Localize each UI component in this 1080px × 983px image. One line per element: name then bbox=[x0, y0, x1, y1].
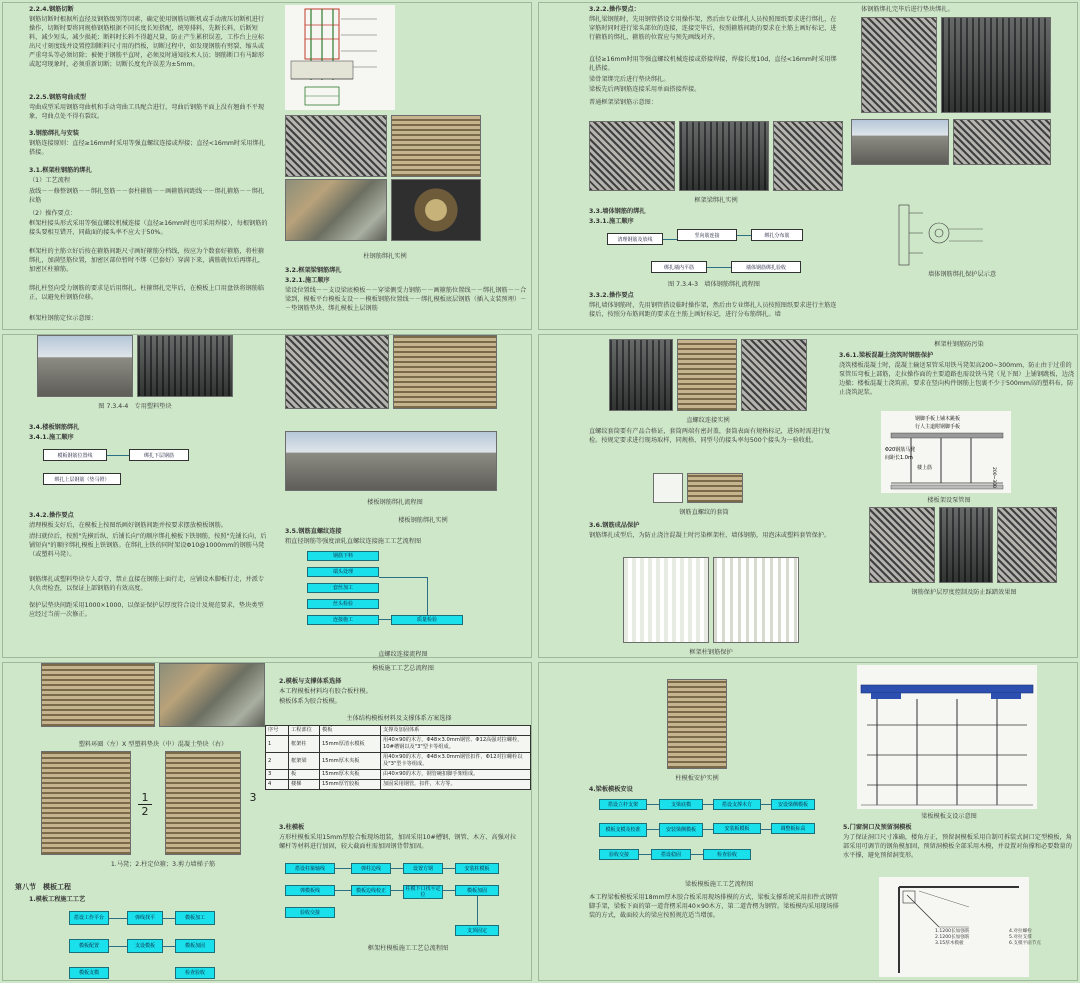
beam-rebar-photo bbox=[773, 121, 843, 191]
wall-rebar-photo bbox=[851, 119, 949, 165]
paragraph: 绑扎梁钢筋时，先用钢管搭设专用操作架，然后由专业绑扎人员按照图纸要求进行绑扎，在穿筋时同时进行梁头部位的连接，连接完毕后，按照箍筋间距的要求在主筋上画好标记，进行箍筋的绑扎，箍筋的位置应与预先画线对齐。 bbox=[589, 16, 837, 41]
table-cell: 4 bbox=[266, 780, 289, 790]
doc-page-2 bbox=[538, 2, 1078, 330]
doc-page-3 bbox=[2, 334, 532, 658]
table-row bbox=[266, 736, 531, 753]
caption: 墙体钢筋绑扎保护层示意 bbox=[927, 271, 997, 278]
flow-step: 调整板标高 bbox=[771, 823, 815, 834]
paragraph: 浇筑楼板混凝土时，混凝土输送泵管采用铁马凳架高200~300mm，防止由于过重的泵管压弯板上部筋，走拉操作面的主要道路也需设铁马凳（见下图）上铺钢跳板，边浇边撤；楼板混凝土浇筑前，要求在竖向构件钢筋上包裹不少于500mm高的塑料布，防止浇筑泥浆。 bbox=[839, 362, 1075, 396]
beam-rebar-photo bbox=[679, 121, 769, 191]
section-heading: 2.2.4.钢筋切断 bbox=[29, 6, 74, 13]
slab-rebar-photo bbox=[393, 335, 497, 409]
table-cell: 15mm厚木夹板 bbox=[320, 770, 381, 780]
flow-arrow bbox=[109, 946, 127, 947]
section-heading: 3.6.钢筋成品保护 bbox=[589, 522, 640, 529]
paragraph: 直螺纹套筒要有产品合格证，套筒两端有密封盖，套筒表面有规格标记，进场时需进行复检。按规定要求进行现场取样，同规格、同型号的接头率每500个接头为一验收批。 bbox=[589, 428, 831, 444]
table-cell: 框架柱 bbox=[289, 736, 320, 753]
caption: 梁板模板支设示意图 bbox=[921, 813, 977, 820]
paragraph: 梁设位置线－－支设梁底模板－－穿梁侧受力钢筋－－画箍筋位置线－－绑扎钢筋－－合梁到，模板平台模板支设－－模板钢筋位置线－－绑扎模板底层钢筋（插入支装预埋）－－垫钢筋垫块、绑扎模板上层钢筋 bbox=[285, 287, 527, 312]
flow-step: 支顶固定 bbox=[455, 925, 499, 936]
flow-arrow bbox=[663, 239, 677, 240]
table-row bbox=[266, 753, 531, 770]
caption: 直螺纹连接流程图 bbox=[378, 651, 428, 658]
caption: 楼板钢筋绑扎实例 bbox=[398, 517, 448, 524]
flow-step: 弹线找平 bbox=[127, 911, 163, 925]
pad-photo bbox=[41, 663, 155, 727]
flow-step: 质量检验 bbox=[391, 615, 463, 625]
column-cage-photo bbox=[285, 115, 387, 177]
table-cell: 用40×90的木方，Φ48×3.0mm钢管、Φ12高强对拉螺栓，10#槽钢以及"3"型卡等组成。 bbox=[381, 736, 531, 753]
column-cage-photo bbox=[391, 115, 481, 177]
paragraph: 为了保证洞口尺寸准确，楼角方正，预留洞模板采用自制可拆装式洞口定型模板，角部采用可调节的钢角模加固，预留洞模板全部采用木模，并设置对角撑和必要数量的水平撑，避免预留洞变形。 bbox=[843, 834, 1072, 859]
paragraph: 梁板先后两钢筋连接采用单面搭接焊接。 bbox=[589, 86, 701, 93]
stool-photo bbox=[41, 751, 131, 855]
subheading: （1）工艺流程 bbox=[29, 177, 71, 184]
column-cage-photo bbox=[285, 179, 387, 241]
plastic-pad-photo bbox=[37, 335, 133, 397]
flow-step: 模板钢筋位置线 bbox=[43, 449, 107, 461]
doc-page-4 bbox=[538, 334, 1078, 658]
flow-arrow bbox=[647, 804, 659, 805]
flow-arrow bbox=[703, 829, 713, 830]
table-cell: 由40×90的木方，钢管碗扣脚手架组成。 bbox=[381, 770, 531, 780]
formwork-material-table bbox=[265, 725, 531, 790]
paragraph: 钢筋绑扎或塑料垫块专人看守，禁止直接在钢筋上面行走，应铺设木脚板行走，并派专人负责检查，以保证上部钢筋的有效高度。 bbox=[29, 576, 265, 592]
plastic-pad-photo bbox=[137, 335, 233, 397]
doc-page-6 bbox=[538, 662, 1078, 981]
section-heading: 3.钢筋绑扎与安装 bbox=[29, 130, 79, 137]
flow-arrow bbox=[335, 868, 351, 869]
pad-photo bbox=[159, 663, 265, 727]
column-cage-photo bbox=[391, 179, 481, 241]
section-heading: 3.柱模板 bbox=[279, 824, 305, 831]
flow-step: 连接施工 bbox=[307, 615, 379, 625]
table-cell: 15mm厚竹胶板 bbox=[320, 780, 381, 790]
flow-step: 模板加固 bbox=[455, 885, 499, 896]
section-heading: 3.3.1.施工顺序 bbox=[589, 218, 634, 225]
flow-step: 套丝加工 bbox=[307, 583, 379, 593]
flow-step: 弹模板线 bbox=[285, 885, 335, 896]
slab-rebar-photo bbox=[285, 431, 497, 491]
flow-step: 绑扎分布筋 bbox=[751, 229, 803, 241]
doc-page-1 bbox=[2, 2, 532, 330]
paragraph: 体钢筋绑扎完毕后进行垫块绑扎。 bbox=[861, 6, 954, 13]
flow-step: 弹柱边线 bbox=[351, 863, 391, 874]
caption: 钢筋保护层厚度控制及防止踩踏效果图 bbox=[911, 589, 1017, 596]
flow-arrow bbox=[335, 890, 351, 891]
caption: 框架梁绑扎实例 bbox=[694, 197, 738, 204]
flow-step: 模板支模 bbox=[69, 967, 109, 979]
paragraph: 放线－－修整钢筋－－绑扎竖筋－－套柱箍筋－－画箍筋间距线－－绑扎箍筋－－绑扎拉筋 bbox=[29, 188, 265, 204]
caption: 柱模板安护实例 bbox=[675, 775, 719, 782]
flow-step: 绑扎上层钢筋（垫马镫） bbox=[43, 473, 121, 485]
column-detail-drawing bbox=[285, 5, 395, 110]
thread-connection-photo bbox=[677, 339, 737, 411]
flow-step: 支梁底模 bbox=[659, 799, 703, 810]
section-heading: 3.3.墙体钢筋的绑扎 bbox=[589, 208, 646, 215]
caption: 主体结构模板材料及支撑体系方案选择 bbox=[346, 715, 452, 722]
table-header-cell: 序号 bbox=[266, 726, 289, 736]
paragraph: 框架柱接头形式采用等强直螺纹机械连接（直径≥16mm时也可采用焊接），每根钢筋的接头要相互错开，同截面的接头率不应大于50%。 bbox=[29, 220, 268, 236]
flow-step: 搭设工作平台 bbox=[69, 911, 109, 925]
caption: 1.马凳；2.柱定位箍；3.剪力墙梯子筋 bbox=[110, 861, 216, 868]
figure-index-1: 1 bbox=[141, 791, 149, 804]
paragraph: 粗直径钢筋等强度滚轧直螺纹连接施工工艺流程图 bbox=[285, 538, 422, 545]
cover-sleeve-photo bbox=[623, 557, 709, 643]
table-header-cell: 支撑及加固体系 bbox=[381, 726, 531, 736]
caption: 楼板钢筋绑扎流程图 bbox=[367, 499, 423, 506]
paragraph: 梁骨架绑完后进行垫块绑扎。 bbox=[589, 76, 670, 83]
flow-arrow bbox=[107, 455, 129, 456]
caption: 楼板架设泵管图 bbox=[927, 497, 971, 504]
caption: 钢筋直螺纹的套筒 bbox=[679, 509, 729, 516]
flow-step: 安装柱模板 bbox=[455, 863, 499, 874]
table-header-row bbox=[266, 726, 531, 736]
caption: 梁板模板施工工艺流程图 bbox=[684, 881, 754, 888]
section-heading: 3.2.1.施工顺序 bbox=[285, 277, 330, 284]
table-row bbox=[266, 770, 531, 780]
table-cell: 2 bbox=[266, 753, 289, 770]
flow-step: 清理钢筋及放线 bbox=[607, 233, 663, 245]
flow-step: 丝头检验 bbox=[307, 599, 379, 609]
flow-step: 模板加工 bbox=[175, 911, 215, 925]
column-formwork-photo bbox=[667, 679, 727, 769]
flow-arrow bbox=[639, 854, 651, 855]
paragraph: 绑扎柱竖向受力钢筋的要求是后用绑扎，柱箍绑扎完毕后，在模板上口用盘铁将钢筋临正，以避免柱钢筋位移。 bbox=[29, 285, 265, 301]
flow-arrow bbox=[391, 868, 403, 869]
section-heading: 2.2.5.钢筋弯曲成型 bbox=[29, 94, 87, 101]
paragraph: 钢筋连接原则：直径≥16mm时采用等强直螺纹连接或焊接；直径<16mm时采用绑扎搭接。 bbox=[29, 140, 265, 156]
caption: 框架柱钢筋保护 bbox=[689, 649, 733, 656]
flow-arrow bbox=[761, 829, 771, 830]
table-header-cell: 模板 bbox=[320, 726, 381, 736]
flow-step: 验收交接 bbox=[285, 907, 335, 918]
protect-photo bbox=[997, 507, 1057, 583]
paragraph: 方形柱模板采用15mm厚胶合板现场组装，加固采用10#槽钢、钢管、木方、高强对拉螺杆等材料进行加固，较大截面柱需加固钢背带加固。 bbox=[279, 834, 517, 850]
caption: 直螺纹连接实例 bbox=[686, 417, 730, 424]
section-heading: 3.4.2.操作要点 bbox=[29, 512, 74, 519]
table-cell: 15mm厚木夹板 bbox=[320, 753, 381, 770]
flow-arrow bbox=[379, 619, 391, 620]
flow-step: 墙体钢筋绑扎验收 bbox=[731, 261, 801, 273]
flow-step: 安装梁侧模板 bbox=[659, 823, 703, 837]
paragraph: 本工程模板材料均有胶合板柱模。 bbox=[279, 688, 372, 695]
paragraph: 本工程梁板模板采用18mm厚木胶合板采用现场排模的方式，梁板支撑系统采用扣件式钢管脚手架，梁板下面的第一道背楞采用40×90木方，第二道背楞为钢管。梁板模均采用现场排装的方式，截面较大的梁应按照规范适当增加。 bbox=[589, 894, 839, 919]
flow-arrow bbox=[163, 918, 175, 919]
thread-connection-photo bbox=[741, 339, 807, 411]
paragraph: 保护层垫块间距采用1000×1000，以保证保护层厚度符合设计及规范要求，垫块类型应经过当前一次修正。 bbox=[29, 602, 264, 618]
table-cell: 1 bbox=[266, 736, 289, 753]
table-cell: 15mm厚清水模板 bbox=[320, 736, 381, 753]
legend-item: 1.1200长加强筋 bbox=[935, 929, 970, 934]
thread-connection-photo bbox=[609, 339, 673, 411]
slab-rebar-photo bbox=[285, 335, 389, 409]
cover-sleeve-photo bbox=[713, 557, 799, 643]
table-cell: 加固采用钢管，扣件，木方等。 bbox=[381, 780, 531, 790]
protect-photo bbox=[939, 507, 993, 583]
fig-dim: 200~300 bbox=[991, 467, 996, 488]
flow-step: 模板支模及校准 bbox=[599, 823, 647, 837]
section-heading: 5.门窗洞口及预留洞模板 bbox=[843, 824, 912, 831]
fig-label: 钢脚手板上铺木跳板 bbox=[915, 416, 961, 422]
flow-arrow bbox=[427, 577, 428, 615]
fig-label: Φ20钢筋马凳 bbox=[885, 447, 916, 453]
wall-rebar-photo bbox=[941, 17, 1051, 113]
caption: 框架柱钢筋定位示意图： bbox=[29, 315, 98, 322]
flow-arrow bbox=[477, 896, 478, 925]
section-heading: 1.模板工程施工工艺 bbox=[29, 896, 86, 903]
flow-arrow bbox=[163, 946, 175, 947]
opening-formwork-drawing bbox=[879, 877, 1029, 977]
table-row bbox=[266, 780, 531, 790]
subheading: （2）操作要点： bbox=[29, 210, 77, 217]
flow-step: 安装板模板 bbox=[713, 823, 761, 834]
flow-step: 安设梁侧模板 bbox=[771, 799, 815, 810]
paragraph: 钢筋绑扎成型后，为防止浇注混凝土时污染框架柱、墙体钢筋，用泡沫或塑料套管保护。 bbox=[589, 532, 831, 539]
flow-step: 端头处理 bbox=[307, 567, 379, 577]
figure-index-2: 2 bbox=[141, 805, 149, 818]
flow-step: 搭设立杆支架 bbox=[599, 799, 647, 810]
section-heading: 3.2.框架梁钢筋绑扎 bbox=[285, 267, 342, 274]
flow-step: 柱模下口找平定位 bbox=[403, 885, 443, 899]
figure-index bbox=[135, 791, 155, 818]
section-heading: 3.2.2.操作要点： bbox=[589, 6, 640, 13]
flow-step: 支设模板 bbox=[127, 939, 163, 953]
paragraph: 直径≥16mm时用等强直螺纹机械连接或搭接焊接，焊接长度10d，直径<16mm时采用绑扎搭接。 bbox=[589, 56, 837, 72]
flow-arrow bbox=[443, 868, 455, 869]
section-heading: 3.5.钢筋直螺纹连接 bbox=[285, 528, 342, 535]
flow-step: 钢筋下料 bbox=[307, 551, 379, 561]
doc-page-5 bbox=[2, 662, 532, 981]
fig-label: 间距长1.0m bbox=[885, 455, 913, 461]
flow-step: 搭设稳固 bbox=[651, 849, 691, 860]
fig-label: 楼上筋 bbox=[917, 465, 933, 471]
flow-step: 检查验收 bbox=[175, 967, 215, 979]
flow-arrow bbox=[703, 804, 713, 805]
flow-step: 模板边线校正 bbox=[351, 885, 391, 896]
table-cell: 楼梯 bbox=[289, 780, 320, 790]
paragraph: 框架柱的主筋立好后按在箍筋间距尺寸画好箍筋分档线，按应为个数套好箍筋，将柱箍绑扎，加满竖筋位置，加密区部位暂时不绑（已套好）穿满下来，满筋就位后再绑扎，加密区柱箍筋。 bbox=[29, 248, 265, 273]
flow-arrow bbox=[761, 804, 771, 805]
caption: 框架柱钢筋防污染 bbox=[934, 341, 984, 348]
legend-item: 2.1200长加强筋 bbox=[935, 935, 970, 940]
beam-rebar-photo bbox=[589, 121, 675, 191]
pump-pipe-support-drawing bbox=[881, 411, 1011, 493]
stool-photo bbox=[165, 751, 241, 855]
caption: 图 7.3.4-3 墙体钢筋绑扎流程图 bbox=[668, 281, 760, 288]
caption: 模板施工工艺总流程图 bbox=[372, 665, 434, 672]
caption: 框架柱模板施工工艺总流程图 bbox=[367, 945, 449, 952]
caption: 塑料环圈（左）X 型塑料垫块（中）混凝土垫块（右） bbox=[78, 741, 228, 748]
flow-arrow bbox=[647, 829, 659, 830]
beam-formwork-drawing bbox=[857, 665, 1037, 809]
chapter-heading: 第八节 模板工程 bbox=[15, 883, 71, 891]
flow-step: 绑扎墙内平筋 bbox=[651, 261, 707, 273]
section-heading: 3.1.框架柱钢筋的绑扎 bbox=[29, 167, 92, 174]
table-header-cell: 工程部位 bbox=[289, 726, 320, 736]
section-heading: 3.4.楼板钢筋绑扎 bbox=[29, 424, 80, 431]
protect-photo bbox=[869, 507, 935, 583]
section-heading: 3.4.1.施工顺序 bbox=[29, 434, 74, 441]
flow-arrow bbox=[737, 235, 751, 236]
table-cell: 框架梁 bbox=[289, 753, 320, 770]
flow-arrow bbox=[391, 890, 403, 891]
wall-cover-detail bbox=[883, 203, 993, 273]
flow-arrow bbox=[691, 854, 703, 855]
caption: 柱钢筋绑扎实例 bbox=[363, 253, 407, 260]
section-heading: 3.6.1.梁板混凝土浇筑时钢筋保护 bbox=[839, 352, 934, 359]
sleeve-photo bbox=[653, 473, 683, 503]
flow-step: 竖向筋连接 bbox=[677, 229, 737, 241]
section-heading: 2.模板与支撑体系选择 bbox=[279, 678, 342, 685]
flow-arrow bbox=[443, 890, 455, 891]
flow-arrow bbox=[379, 577, 427, 578]
paragraph: 清理模板支好后，在模板上按图纸画好钢筋间距并按要求摆放模板钢筋。 bbox=[29, 522, 227, 529]
table-cell: 用40×90的木方，Φ48×3.0mm钢管扣件，Φ12对拉螺栓以及"3"型卡等组成。 bbox=[381, 753, 531, 770]
flow-step: 设置方钢 bbox=[403, 863, 443, 874]
caption: 图 7.3.4-4 专用塑料垫块 bbox=[98, 403, 172, 410]
section-heading: 3.3.2.操作要点 bbox=[589, 292, 634, 299]
sleeve-photo bbox=[687, 473, 743, 503]
flow-step: 检查验收 bbox=[703, 849, 751, 860]
wall-rebar-photo bbox=[953, 119, 1051, 165]
legend-item: 5.对拉支撑 bbox=[1009, 935, 1032, 940]
flow-step: 验收交接 bbox=[599, 849, 639, 860]
paragraph: 清扫就位后，按照"先横后纵，后铺长向"的顺序绑扎模板下铁钢筋，按照"先铺长向，后铺短向"的顺序绑扎模板上铁钢筋。在绑扎上铁的同时架设Φ10@1000mm的钢筋马凳（或塑料马凳）。 bbox=[29, 533, 267, 558]
flow-arrow bbox=[109, 918, 127, 919]
wall-rebar-photo bbox=[861, 17, 937, 113]
flow-step: 模板配置 bbox=[69, 939, 109, 953]
paragraph: 钢筋切断时根据所直径及钢筋级别等因素，确定使用钢筋切断机或手动液压切断机进行操作，切断时要将同规格钢筋根据不同长度长短搭配，统筹排料，先断长料，后断短料，减少短头，减少损耗；断料时长料不得超尺量，防止产生累积误差，工作台上应标出尺寸刻度线并设置控制断料尺寸用的挡板，切断过程中，如发现钢筋有劈裂、缩头或严重弯头等必须切除；被便于钢筋平直时，必须及时通知技术人员；钢筋断口有马蹄形或起弯现象时，必须重新切断；切断长度允许误差为±5mm。 bbox=[29, 16, 265, 68]
legend-item: 3.15厚木模板 bbox=[935, 941, 964, 946]
flow-arrow bbox=[707, 267, 731, 268]
figure-index: 3 bbox=[249, 791, 257, 804]
caption: 普通框架梁钢筋示意图： bbox=[589, 99, 658, 106]
table-cell: 3 bbox=[266, 770, 289, 780]
fig-label: 行人主道附钢脚手板 bbox=[915, 424, 961, 430]
flow-step: 模板加固 bbox=[175, 939, 215, 953]
legend-item: 6.支模平面节点 bbox=[1009, 941, 1041, 946]
section-heading: 4.梁板模板安设 bbox=[589, 786, 633, 793]
legend-item: 4.对拉螺栓 bbox=[1009, 929, 1032, 934]
paragraph: 弯曲成型采用钢筋弯曲机和手动弯曲工具配合进行，弯曲后钢筋平面上没有翘曲不平现象，弯曲点处不得有裂纹。 bbox=[29, 104, 265, 120]
paragraph: 模板体系为胶合板模。 bbox=[279, 698, 341, 705]
flow-step: 绑扎下层钢筋 bbox=[129, 449, 189, 461]
flow-step: 搭设支撑木方 bbox=[713, 799, 761, 810]
paragraph: 绑扎墙体钢筋时，先用钢管搭设临时操作架，然后由专业绑扎人员按照图纸要求进行主筋连接后，按照分布筋间距的要求在主筋上画好标记，进行分布筋绑扎。墙 bbox=[589, 302, 837, 318]
table-cell: 板 bbox=[289, 770, 320, 780]
flow-step: 搭设柱箍轴线 bbox=[285, 863, 335, 874]
